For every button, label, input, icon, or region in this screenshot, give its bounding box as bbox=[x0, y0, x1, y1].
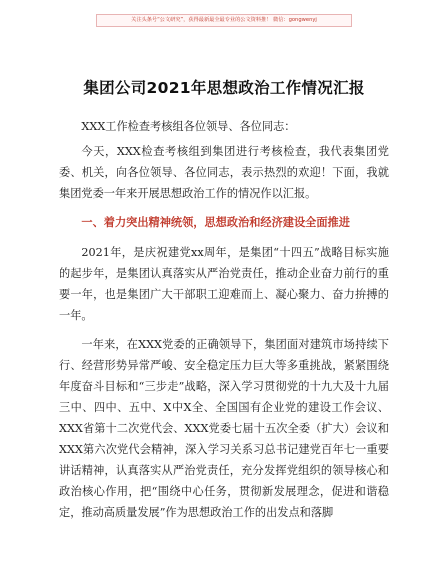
section-heading: 一、着力突出精神统领，思想政治和经济建设全面推进 bbox=[81, 216, 350, 229]
body-paragraph: 2021年，是庆祝建党xx周年，是集团“十四五”战略目标实施的起步年，是集团认真落实从严治党责任，推动企业奋力前行的重要一年，也是集团广大干部职工迎难而上、凝心聚力、奋力拚搏的一年。 bbox=[59, 246, 389, 322]
greeting-line: XXX工作检查考核组各位领导、各位同志： bbox=[81, 120, 296, 133]
document-page bbox=[59, 70, 389, 531]
document-title: 集团公司2021年思想政治工作情况汇报 bbox=[83, 79, 365, 97]
intro-paragraph: 今天，XXX检查考核组到集团进行考核检查，我代表集团党委、机关，向各位领导、各位同志，表示热烈的欢迎！下面，我就集团党委一年来开展思想政治工作的情况作以汇报。 bbox=[59, 145, 389, 200]
promo-banner: 关注头条号“公文研究”，获得最新最全最专业的公文资料推！ 微信：gongwenyj bbox=[96, 14, 352, 27]
body-paragraph: 一年来，在XXX党委的正确领导下，集团面对建筑市场持续下行、经营形势异常严峻、安全稳定压力巨大等多重挑战，紧紧围绕年度奋斗目标和“三步走”战略，深入学习贯彻党的十九大及十九届三中、四中、五中、X中X全、全国国有企业党的建设工作会议、XXX省第十二次党代会、XXX党委七届十五次全委（扩大）会议和XXX第六次党代会精神，深入学习关系习总书记建党百年七一重要讲话精神，认真落实从严治党责任，充分发挥党组织的领导核心和政治核心作用，把“围绕中心任务，贯彻新发展理念，促进和谐稳定，推动高质量发展”作为思想政治工作的出发点和落脚 bbox=[59, 338, 389, 519]
